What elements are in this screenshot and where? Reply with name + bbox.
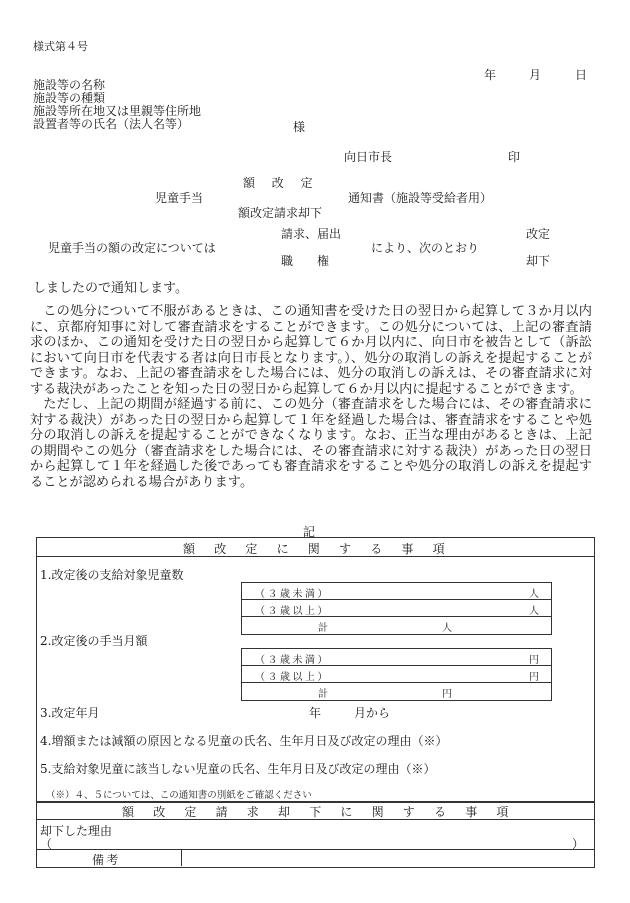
appeal-paragraph-1: この処分について不服があるときは、この通知書を受けた日の翌日から起算して３か月以内に、京都府知事に対して審査請求をすることができます。この処分については、上記の審査請求のほか、この通知を受けた日の翌日から起算して６か月以内に、向日市を被告として（訴訟において向日市を代表する者は向日市長となります。）、処分の取消しの訴えを提起することができます。なお、上記の審査請求をした場合には、処分の取消しの訴えは、その審査請求に対する裁決があったことを知った日の翌日から起算して６か月以内に提起することができます。	[30, 304, 592, 397]
field-facility-type: 施設等の種類	[33, 91, 106, 105]
appeal-notice	[30, 304, 592, 490]
item1-label: 1.改定後の支給対象児童数	[40, 568, 184, 582]
field-facility-name: 施設等の名称	[33, 78, 106, 92]
field-facility-address: 施設等所在地又は里親等住所地	[33, 104, 202, 118]
item2-label: 2.改定後の手当月額	[40, 634, 148, 648]
form-number: 様式第４号	[33, 40, 88, 53]
issuer-seal: 印	[508, 150, 521, 164]
intro-middle: により、次のとおり	[371, 241, 480, 255]
date-day: 日	[575, 68, 588, 82]
amount-total-unit: 円	[442, 689, 452, 700]
amount-over3-label: （３歳以上）	[255, 672, 330, 683]
date-month: 月	[529, 68, 542, 82]
count-total-label: 計	[318, 623, 328, 634]
honorific: 様	[293, 120, 306, 134]
amount-under3-label: （３歳未満）	[255, 655, 330, 666]
reason-paren-close: ）	[572, 837, 585, 851]
intro-option-seikyu: 請求、届出	[281, 227, 342, 241]
count-under3-unit: 人	[529, 589, 539, 600]
amount-under3-unit: 円	[529, 655, 539, 666]
date-year: 年	[484, 68, 497, 82]
count-total-unit: 人	[442, 623, 452, 634]
intro-option-kyakka: 却下	[526, 254, 551, 268]
item5-label: 5.支給対象児童に該当しない児童の氏名、生年月日及び改定の理由（※）	[40, 762, 436, 776]
intro-suffix: しましたので通知します。	[33, 281, 188, 296]
count-over3-unit: 人	[529, 606, 539, 617]
count-over3-label: （３歳以上）	[255, 606, 330, 617]
amount-over3-unit: 円	[529, 672, 539, 683]
issuer-name: 向日市長	[344, 150, 393, 164]
title-option-kaitei: 額 改 定	[243, 176, 316, 190]
item3-year: 年	[309, 706, 322, 720]
reason-paren-open: （	[40, 837, 53, 851]
appeal-paragraph-2: ただし、上記の期間が経過する前に、この処分（審査請求をした場合には、その審査請求に対する裁決）があった日の翌日から起算して１年を経過した場合は、審査請求をすることや処分の取消しの訴えを提起することができなくなります。なお、正当な理由があるときは、上記の期間やこの処分（審査請求をした場合には、その審査請求に対する裁決）があった日の翌日から起算して１年を経過した後であっても審査請求をすることや処分の取消しの訴えを提起することが認められる場合があります。	[30, 397, 592, 490]
reason-label: 却下した理由	[40, 824, 113, 838]
section1-header: 額 改 定 に 関 す る 事 項	[183, 542, 449, 556]
item3-label: 3.改定年月	[40, 706, 100, 720]
remarks-label: 備考	[92, 853, 121, 867]
title-option-kyakka: 額改定請求却下	[238, 206, 323, 220]
item3-month-from: 月から	[354, 706, 391, 720]
intro-option-kaitei: 改定	[526, 227, 551, 241]
title-left: 児童手当	[155, 191, 204, 205]
note-text: （※）４、５については、この通知書の別紙をご確認ください	[46, 790, 312, 801]
intro-prefix: 児童手当の額の改定については	[48, 241, 216, 255]
intro-option-shokken: 職 権	[281, 254, 330, 268]
title-right: 通知書（施設等受給者用）	[348, 191, 493, 205]
ki-heading: 記	[303, 525, 316, 539]
field-founder-name: 設置者等の氏名（法人名等）	[33, 117, 190, 131]
section2-header: 額 改 定 請 求 却 下 に 関 す る 事 項	[122, 805, 513, 819]
amount-total-label: 計	[318, 689, 328, 700]
item4-label: 4.増額または減額の原因となる児童の氏名、生年月日及び改定の理由（※）	[40, 734, 448, 748]
recipient-fields	[33, 79, 201, 131]
count-under3-label: （３歳未満）	[255, 589, 330, 600]
